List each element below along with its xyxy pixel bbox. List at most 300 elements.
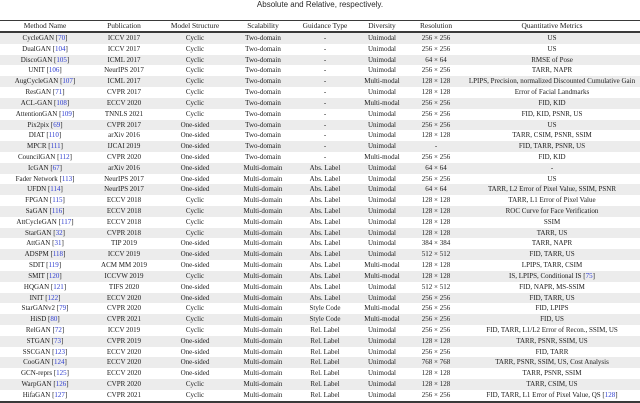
cell-model-structure: Cyclic <box>185 207 205 215</box>
cell-diversity: Unimodal <box>368 88 396 97</box>
citation-link[interactable]: 107 <box>62 77 73 86</box>
cell-method-name: AttentionGAN [109] <box>15 109 75 118</box>
cell-quantitative-metrics: FID, TARR, L1/L2 Error of Recon., SSIM, US <box>486 325 618 334</box>
cell-method-name: STGAN [73] <box>26 336 64 345</box>
cell-model-structure: Cyclic <box>185 196 205 205</box>
cell-guidance-type: - <box>323 142 327 151</box>
table-row <box>0 379 640 390</box>
table-row <box>0 206 640 217</box>
cell-model-structure: Cyclic <box>185 217 205 226</box>
cell-diversity: Unimodal <box>368 380 396 388</box>
cell-resolution: 256 × 256 <box>421 174 451 183</box>
cell-resolution: 256 × 256 <box>421 66 451 75</box>
cell-guidance-type: Abs. Label <box>309 196 341 205</box>
citation-link[interactable]: 127 <box>54 390 65 399</box>
cell-resolution: 128 × 128 <box>421 77 451 86</box>
cell-diversity: Unimodal <box>368 109 396 118</box>
cell-resolution: 128 × 128 <box>421 271 451 280</box>
cell-model-structure: One-sided <box>180 358 210 367</box>
citation-link[interactable]: 123 <box>54 347 65 356</box>
cell-quantitative-metrics: SSIM <box>543 217 561 226</box>
cell-model-structure: Cyclic <box>185 98 205 107</box>
cell-publication: ECCV 2018 <box>106 196 142 205</box>
cell-model-structure: One-sided <box>180 250 210 259</box>
cell-method-name: ACL-GAN [108] <box>20 98 70 107</box>
cell-scalability: Multi-domain <box>243 390 283 399</box>
table-caption-last-line: Absolute and Relative, respectively. <box>256 0 384 9</box>
cell-publication: NeurIPS 2017 <box>104 66 144 75</box>
cell-model-structure: One-sided <box>180 347 210 356</box>
table-row <box>0 293 640 304</box>
table-row <box>0 130 640 141</box>
cell-quantitative-metrics: FID, US <box>540 315 564 324</box>
cell-quantitative-metrics: RMSE of Pose <box>531 55 573 64</box>
cell-resolution: 256 × 256 <box>421 315 451 324</box>
cell-guidance-type: Abs. Label <box>309 282 341 291</box>
cell-quantitative-metrics: FID, KID, PSNR, US <box>521 109 583 118</box>
cell-diversity: Multi-modal <box>364 315 400 324</box>
cell-quantitative-metrics: LPIPS, TARR, CSIM <box>521 261 583 270</box>
cell-guidance-type: Rel. Label <box>310 390 340 399</box>
table-row <box>0 98 640 109</box>
cell-quantitative-metrics: US <box>547 174 557 183</box>
cell-guidance-type: Rel. Label <box>310 325 340 334</box>
cell-resolution: 128 × 128 <box>421 261 451 270</box>
table-row <box>0 228 640 239</box>
cell-publication: ECCV 2018 <box>106 207 142 215</box>
cell-guidance-type: Abs. Label <box>309 174 341 183</box>
cell-guidance-type: Abs. Label <box>309 228 341 237</box>
cell-resolution: 256 × 256 <box>421 325 451 334</box>
cell-scalability: Two-domain <box>245 109 281 118</box>
cell-model-structure: Cyclic <box>185 380 205 388</box>
cell-resolution: 768 × 768 <box>421 358 451 367</box>
citation-link[interactable]: 118 <box>52 250 64 259</box>
cell-scalability: Two-domain <box>245 34 281 42</box>
cell-method-name: CooGAN [124] <box>23 358 67 367</box>
cell-scalability: Multi-domain <box>243 174 283 183</box>
cell-method-name: MPCR [111] <box>27 142 63 151</box>
cell-publication: TIFS 2020 <box>108 282 140 291</box>
cell-resolution: 256 × 256 <box>421 390 451 399</box>
citation-link[interactable]: 73 <box>54 336 62 345</box>
cell-publication: ECCV 2020 <box>106 369 142 378</box>
citation-link[interactable]: 125 <box>56 369 67 378</box>
cell-quantitative-metrics: - <box>550 163 554 172</box>
citation-link[interactable]: 104 <box>55 44 66 53</box>
cell-method-name: GCN-reprs [125] <box>20 369 70 378</box>
cell-resolution: 128 × 128 <box>421 196 451 205</box>
citation-link[interactable]: 79 <box>59 304 67 313</box>
cell-method-name: StarGANv2 [79] <box>21 304 69 313</box>
column-header-scalability: Scalability <box>232 21 294 33</box>
cell-publication: ICCV 2019 <box>107 325 141 334</box>
cell-quantitative-metrics: TARR, L1 Error of Pixel Value <box>508 196 596 205</box>
cell-guidance-type: Abs. Label <box>309 207 341 215</box>
cell-guidance-type: - <box>323 98 327 107</box>
cell-scalability: Multi-domain <box>243 239 283 248</box>
cell-resolution: 256 × 256 <box>421 152 451 161</box>
cell-quantitative-metrics: US <box>547 44 557 53</box>
citation-link[interactable]: 69 <box>53 120 61 129</box>
cell-quantitative-metrics: ROC Curve for Face Verification <box>505 207 599 215</box>
cell-method-name: CycleGAN [70] <box>22 34 68 42</box>
table-row <box>0 347 640 358</box>
cell-quantitative-metrics: TARR, PSNR, SSIM, US, Cost Analysis <box>495 358 609 367</box>
cell-resolution: 512 × 512 <box>421 282 451 291</box>
cell-model-structure: Cyclic <box>185 271 205 280</box>
cell-diversity: Multi-modal <box>364 304 400 313</box>
cell-model-structure: One-sided <box>180 293 210 302</box>
cell-diversity: Unimodal <box>368 293 396 302</box>
citation-link[interactable]: 114 <box>50 185 61 194</box>
cell-diversity: Unimodal <box>368 196 396 205</box>
cell-publication: TNNLS 2021 <box>104 109 144 118</box>
cell-diversity: Unimodal <box>368 228 396 237</box>
cell-publication: NeurIPS 2017 <box>104 185 144 194</box>
cell-model-structure: Cyclic <box>185 109 205 118</box>
cell-diversity: Unimodal <box>368 336 396 345</box>
cell-guidance-type: Rel. Label <box>310 347 340 356</box>
cell-diversity: Unimodal <box>368 185 396 194</box>
column-header-quantitative-metrics: Quantitative Metrics <box>464 21 640 33</box>
cell-scalability: Multi-domain <box>243 315 283 324</box>
cell-method-name: DIAT [110] <box>28 131 62 140</box>
cell-model-structure: Cyclic <box>185 34 205 42</box>
cell-scalability: Two-domain <box>245 152 281 161</box>
cell-guidance-type: Abs. Label <box>309 250 341 259</box>
cell-scalability: Two-domain <box>245 98 281 107</box>
cell-resolution: 64 × 64 <box>425 185 447 194</box>
cell-model-structure: Cyclic <box>185 88 205 97</box>
cell-model-structure: One-sided <box>180 185 210 194</box>
cell-scalability: Multi-domain <box>243 228 283 237</box>
citation-link[interactable]: 108 <box>56 98 67 107</box>
cell-resolution: 128 × 128 <box>421 228 451 237</box>
cell-method-name: HiSD [80] <box>30 315 60 324</box>
cell-diversity: Unimodal <box>368 282 396 291</box>
cell-model-structure: Cyclic <box>185 315 205 324</box>
cell-resolution: 128 × 128 <box>421 336 451 345</box>
citation-link[interactable]: 31 <box>54 239 62 248</box>
table-row <box>0 217 640 228</box>
cell-guidance-type: - <box>323 44 327 53</box>
cell-guidance-type: - <box>323 77 327 86</box>
citation-link[interactable]: 115 <box>52 196 63 205</box>
citation-link[interactable]: 80 <box>50 315 58 324</box>
cell-model-structure: One-sided <box>180 131 210 140</box>
table-row <box>0 44 640 55</box>
citation-link[interactable]: 71 <box>55 88 63 97</box>
cell-quantitative-metrics: IS, LPIPS, Conditional IS [75] <box>509 271 595 280</box>
citation-link[interactable]: 110 <box>48 131 59 140</box>
citation-link[interactable]: 75 <box>585 271 593 280</box>
table-row <box>0 32 640 44</box>
cell-guidance-type: Rel. Label <box>310 358 340 367</box>
cell-guidance-type: Abs. Label <box>309 271 341 280</box>
table-row <box>0 238 640 249</box>
citation-link[interactable]: 121 <box>53 282 64 291</box>
citation-link[interactable]: 32 <box>55 228 63 237</box>
cell-quantitative-metrics: FID, TARR, PSNR, US <box>518 142 586 151</box>
cell-guidance-type: - <box>323 120 327 129</box>
table-row <box>0 163 640 174</box>
cell-method-name: ResGAN [71] <box>25 88 65 97</box>
citation-link[interactable]: 113 <box>61 174 73 183</box>
cell-resolution: 128 × 128 <box>421 217 451 226</box>
cell-scalability: Two-domain <box>245 120 281 129</box>
table-row <box>0 357 640 368</box>
cell-model-structure: Cyclic <box>185 77 205 86</box>
cell-quantitative-metrics: US <box>547 120 557 129</box>
cell-resolution: 128 × 128 <box>421 207 451 215</box>
cell-diversity: Unimodal <box>368 34 396 42</box>
citation-link[interactable]: 126 <box>55 380 67 388</box>
cell-scalability: Two-domain <box>245 88 281 97</box>
table-row <box>0 260 640 271</box>
cell-method-name: SaGAN [116] <box>25 207 65 215</box>
citation-link[interactable]: 106 <box>48 66 60 75</box>
cell-method-name: IcGAN [67] <box>27 163 63 172</box>
cell-publication: ACM MM 2019 <box>101 261 147 270</box>
cell-scalability: Multi-domain <box>243 163 283 172</box>
cell-quantitative-metrics: US <box>547 34 557 42</box>
cell-diversity: Multi-modal <box>364 261 400 270</box>
cell-diversity: Unimodal <box>368 325 396 334</box>
table-row <box>0 65 640 76</box>
cell-model-structure: Cyclic <box>185 55 205 64</box>
cell-scalability: Multi-domain <box>243 347 283 356</box>
cell-publication: ECCV 2020 <box>106 358 142 367</box>
cell-quantitative-metrics: FID, TARR, US <box>529 250 575 259</box>
table-body <box>0 32 640 402</box>
citation-link[interactable]: 124 <box>54 358 65 367</box>
cell-resolution: 384 × 384 <box>421 239 451 248</box>
table-row <box>0 120 640 131</box>
cell-resolution: 64 × 64 <box>425 55 447 64</box>
table-row <box>0 249 640 260</box>
cell-resolution: 256 × 256 <box>421 109 451 118</box>
cell-scalability: Multi-domain <box>243 217 283 226</box>
cell-quantitative-metrics: TARR, NAPR <box>531 239 573 248</box>
table-row <box>0 271 640 282</box>
cell-guidance-type: - <box>323 34 327 42</box>
citation-link[interactable]: 105 <box>56 55 67 64</box>
cell-publication: CVPR 2019 <box>106 336 142 345</box>
cell-quantitative-metrics: FID, NAPR, MS-SSIM <box>519 282 585 291</box>
cell-resolution: 256 × 256 <box>421 44 451 53</box>
cell-publication: ICML 2017 <box>107 77 141 86</box>
cell-model-structure: One-sided <box>180 282 210 291</box>
cell-method-name: AttGAN [31] <box>26 239 64 248</box>
cell-publication: CVPR 2020 <box>106 380 142 388</box>
citation-link[interactable]: 117 <box>60 217 72 226</box>
cell-publication: CVPR 2017 <box>106 120 142 129</box>
cell-quantitative-metrics: TARR, PSNR, SSIM, US <box>516 336 588 345</box>
cell-method-name: INIT [122] <box>29 293 61 302</box>
cell-diversity: Unimodal <box>368 120 396 129</box>
cell-publication: ECCV 2020 <box>106 293 142 302</box>
cell-publication: ICCV 2017 <box>107 44 141 53</box>
cell-model-structure: One-sided <box>180 239 210 248</box>
cell-scalability: Multi-domain <box>243 325 283 334</box>
cell-scalability: Multi-domain <box>243 261 283 270</box>
cell-diversity: Unimodal <box>368 44 396 53</box>
cell-method-name: HQGAN [121] <box>23 282 67 291</box>
cell-scalability: Two-domain <box>245 66 281 75</box>
cell-model-structure: One-sided <box>180 369 210 378</box>
cell-resolution: 128 × 128 <box>421 380 451 388</box>
cell-scalability: Multi-domain <box>243 271 283 280</box>
cell-resolution: - <box>434 142 438 151</box>
cell-guidance-type: - <box>323 152 327 161</box>
cell-diversity: Unimodal <box>368 390 396 399</box>
cell-diversity: Multi-modal <box>364 271 400 280</box>
cell-scalability: Multi-domain <box>243 336 283 345</box>
citation-link[interactable]: 70 <box>58 34 66 42</box>
cell-diversity: Unimodal <box>368 66 396 75</box>
cell-quantitative-metrics: TARR, CSIM, US <box>526 380 578 388</box>
cell-method-name: AttCycleGAN [117] <box>16 217 74 226</box>
cell-guidance-type: Abs. Label <box>309 217 341 226</box>
table-row <box>0 174 640 185</box>
cell-method-name: DiscoGAN [105] <box>20 55 70 64</box>
cell-publication: IJCAI 2019 <box>107 142 141 151</box>
cell-scalability: Two-domain <box>245 131 281 140</box>
cell-guidance-type: Abs. Label <box>309 293 341 302</box>
citation-link[interactable]: 119 <box>48 261 59 270</box>
cell-diversity: Unimodal <box>368 239 396 248</box>
cell-method-name: UNIT [106] <box>28 66 62 75</box>
cell-scalability: Multi-domain <box>243 196 283 205</box>
cell-guidance-type: Abs. Label <box>309 239 341 248</box>
citation-link[interactable]: 128 <box>604 390 616 399</box>
cell-resolution: 256 × 256 <box>421 293 451 302</box>
cell-guidance-type: Abs. Label <box>309 261 341 270</box>
cell-scalability: Multi-domain <box>243 369 283 378</box>
cell-model-structure: Cyclic <box>185 66 205 75</box>
cell-scalability: Multi-domain <box>243 185 283 194</box>
citation-link[interactable]: 112 <box>59 152 70 161</box>
cell-method-name: HifaGAN [127] <box>22 390 68 399</box>
cell-diversity: Unimodal <box>368 131 396 140</box>
table-row <box>0 390 640 402</box>
cell-publication: CVPR 2020 <box>106 304 142 313</box>
cell-quantitative-metrics: FID, TARR <box>535 347 569 356</box>
cell-diversity: Unimodal <box>368 250 396 259</box>
cell-resolution: 64 × 64 <box>425 163 447 172</box>
cell-model-structure: One-sided <box>180 174 210 183</box>
cell-scalability: Multi-domain <box>243 304 283 313</box>
citation-link[interactable]: 120 <box>48 271 60 280</box>
table-row <box>0 76 640 87</box>
cell-resolution: 256 × 256 <box>421 347 451 356</box>
table-row <box>0 336 640 347</box>
cell-quantitative-metrics: Error of Facial Landmarks <box>514 88 590 97</box>
cell-publication: ECCV 2018 <box>106 217 142 226</box>
citation-link[interactable]: 116 <box>51 207 63 215</box>
cell-method-name: Pix2pix [69] <box>27 120 63 129</box>
cell-diversity: Multi-modal <box>364 98 400 107</box>
cell-model-structure: Cyclic <box>185 390 205 399</box>
table-row <box>0 87 640 98</box>
cell-method-name: WarpGAN [126] <box>21 380 69 388</box>
cell-diversity: Unimodal <box>368 142 396 151</box>
methods-comparison-table <box>0 20 640 403</box>
cell-scalability: Multi-domain <box>243 250 283 259</box>
cell-publication: CVPR 2020 <box>106 152 142 161</box>
cell-resolution: 256 × 256 <box>421 304 451 313</box>
cell-scalability: Two-domain <box>245 44 281 53</box>
cell-quantitative-metrics: TARR, PSNR, SSIM <box>522 369 582 378</box>
cell-quantitative-metrics: TARR, NAPR <box>531 66 573 75</box>
cell-quantitative-metrics: LPIPS, Precision, normalized Discounted Cumulative Gain <box>468 77 636 86</box>
cell-method-name: Fader Network [113] <box>15 174 75 183</box>
cell-guidance-type: Rel. Label <box>310 336 340 345</box>
table-row <box>0 55 640 66</box>
column-header-diversity: Diversity <box>356 21 408 33</box>
cell-method-name: DualGAN [104] <box>22 44 68 53</box>
cell-publication: CVPR 2018 <box>106 228 142 237</box>
cell-diversity: Unimodal <box>368 369 396 378</box>
cell-diversity: Unimodal <box>368 163 396 172</box>
table-row <box>0 314 640 325</box>
column-header-publication: Publication <box>90 21 158 33</box>
citation-link[interactable]: 72 <box>54 325 62 334</box>
cell-diversity: Multi-modal <box>364 152 400 161</box>
citation-link[interactable]: 122 <box>47 293 59 302</box>
citation-link[interactable]: 109 <box>61 109 72 118</box>
table-row <box>0 368 640 379</box>
table-row <box>0 303 640 314</box>
cell-guidance-type: Rel. Label <box>310 369 340 378</box>
cell-guidance-type: Rel. Label <box>310 380 340 388</box>
cell-model-structure: One-sided <box>180 120 210 129</box>
column-header-guidance-type: Guidance Type <box>294 21 356 33</box>
cell-publication: CVPR 2021 <box>106 390 142 399</box>
table-row <box>0 282 640 293</box>
cell-guidance-type: - <box>323 131 327 140</box>
cell-scalability: Two-domain <box>245 55 281 64</box>
cell-publication: ICCVW 2019 <box>104 271 144 280</box>
citation-link[interactable]: 67 <box>52 163 60 172</box>
cell-model-structure: One-sided <box>180 336 210 345</box>
cell-guidance-type: Abs. Label <box>309 163 341 172</box>
cell-resolution: 256 × 256 <box>421 98 451 107</box>
cell-model-structure: One-sided <box>180 261 210 270</box>
cell-publication: ECCV 2020 <box>106 98 142 107</box>
citation-link[interactable]: 111 <box>50 142 61 151</box>
cell-publication: TIP 2019 <box>111 239 137 248</box>
table-header-row <box>0 21 640 33</box>
cell-guidance-type: - <box>323 88 327 97</box>
table-header <box>0 21 640 33</box>
cell-model-structure: One-sided <box>180 152 210 161</box>
cell-method-name: SSCGAN [123] <box>22 347 68 356</box>
cell-scalability: Multi-domain <box>243 293 283 302</box>
cell-quantitative-metrics: TARR, CSIM, PSNR, SSIM <box>512 131 592 140</box>
column-header-resolution: Resolution <box>408 21 464 33</box>
table-row <box>0 141 640 152</box>
cell-quantitative-metrics: TARR, L2 Error of Pixel Value, SSIM, PSNR <box>487 185 617 194</box>
cell-publication: CVPR 2021 <box>106 315 142 324</box>
cell-scalability: Multi-domain <box>243 358 283 367</box>
cell-scalability: Two-domain <box>245 142 281 151</box>
cell-publication: ICCV 2017 <box>107 34 141 42</box>
cell-scalability: Multi-domain <box>243 380 283 388</box>
column-header-method-name: Method Name <box>0 21 90 33</box>
cell-guidance-type: - <box>323 66 327 75</box>
